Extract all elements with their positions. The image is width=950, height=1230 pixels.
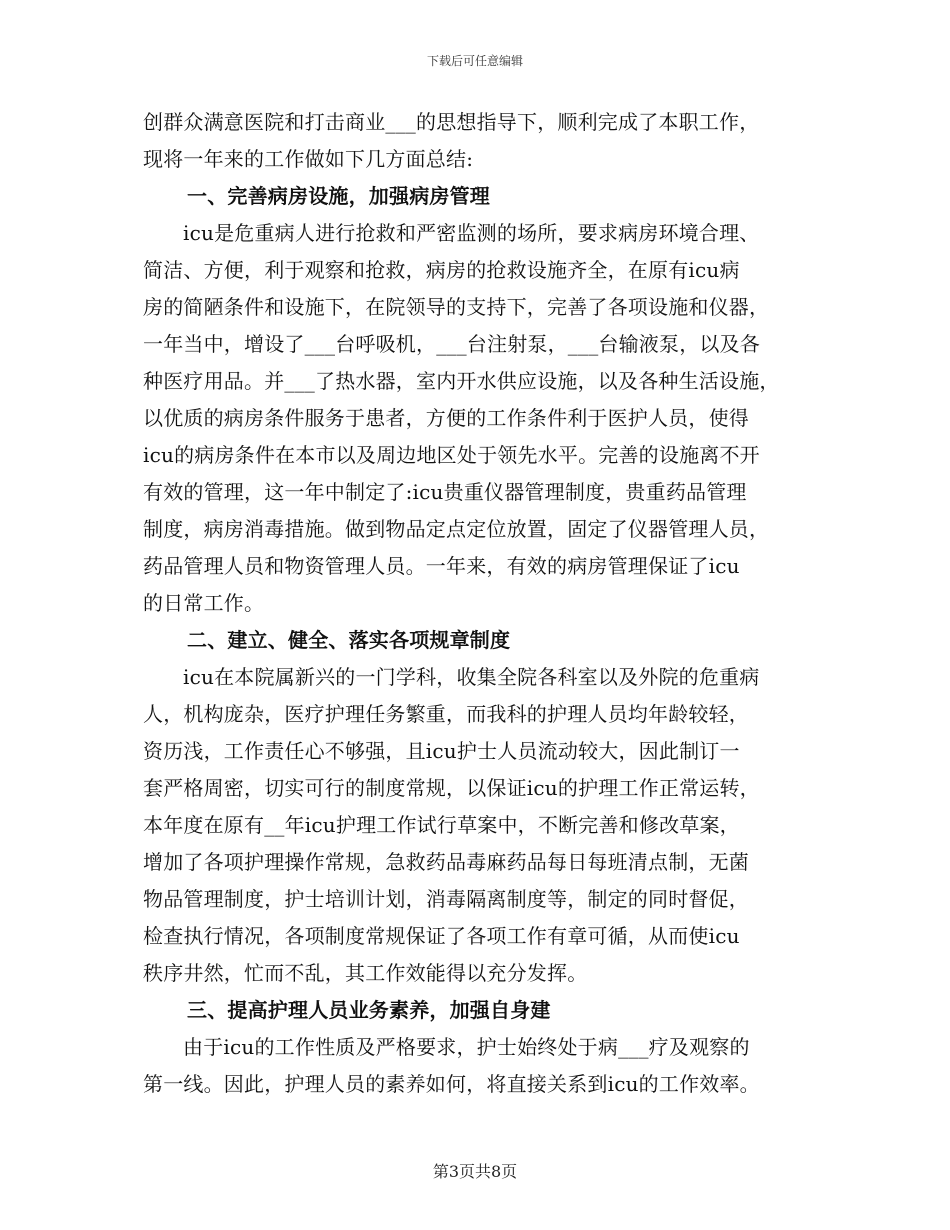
- body-line: icu的病房条件在本市以及周边地区处于领先水平。完善的设施离不开: [143, 443, 760, 467]
- body-line: 种医疗用品。并___了热水器，室内开水供应设施，以及各种生活设施，: [143, 369, 780, 393]
- body-line: 有效的管理，这一年中制定了:icu贵重仪器管理制度，贵重药品管理: [143, 480, 747, 504]
- page-number: 第3页共8页: [432, 1162, 518, 1181]
- document-body: [143, 104, 823, 1103]
- body-line: 的日常工作。: [143, 591, 265, 615]
- body-line: 房的简陋条件和设施下，在院领导的支持下，完善了各项设施和仪器，: [143, 295, 770, 319]
- body-line: 简洁、方便，利于观察和抢救，病房的抢救设施齐全，在原有icu病: [143, 258, 740, 282]
- body-line: 现将一年来的工作做如下几方面总结:: [143, 147, 474, 171]
- paragraph-first-line: icu在本院属新兴的一门学科，收集全院各科室以及外院的危重病: [183, 665, 760, 689]
- body-line: 制度，病房消毒措施。做到物品定点定位放置，固定了仪器管理人员，: [143, 517, 770, 541]
- body-line: 第一线。因此，护理人员的素养如何，将直接关系到icu的工作效率。: [143, 1072, 760, 1096]
- body-line: 创群众满意医院和打击商业___的思想指导下，顺利完成了本职工作，: [143, 110, 760, 134]
- body-line: 物品管理制度，护士培训计划，消毒隔离制度等，制定的同时督促，: [143, 887, 749, 911]
- body-line: 秩序井然，忙而不乱，其工作效能得以充分发挥。: [143, 961, 588, 985]
- body-line: 以优质的病房条件服务于患者，方便的工作条件利于医护人员，使得: [143, 406, 749, 430]
- section-heading: 二、建立、健全、落实各项规章制度: [187, 628, 511, 652]
- paragraph-first-line: 由于icu的工作性质及严格要求，护士始终处于病___疗及观察的: [183, 1035, 750, 1059]
- section-heading: 三、提高护理人员业务素养，加强自身建: [187, 998, 551, 1022]
- page-header: 下载后可任意编辑: [426, 54, 523, 68]
- body-line: 人，机构庞杂，医疗护理任务繁重，而我科的护理人员均年龄较轻，: [143, 702, 749, 726]
- body-line: 增加了各项护理操作常规，急救药品毒麻药品每日每班清点制，无菌: [143, 850, 749, 874]
- body-line: 套严格周密，切实可行的制度常规，以保证icu的护理工作正常运转，: [143, 776, 760, 800]
- body-line: 检查执行情况，各项制度常规保证了各项工作有章可循，从而使icu: [143, 924, 740, 948]
- body-line: 一年当中，增设了___台呼吸机，___台注射泵，___台输液泵，以及各: [143, 332, 760, 356]
- body-line: 本年度在原有__年icu护理工作试行草案中，不断完善和修改草案，: [143, 813, 740, 837]
- paragraph-first-line: icu是危重病人进行抢救和严密监测的场所，要求病房环境合理、: [183, 221, 760, 245]
- body-line: 药品管理人员和物资管理人员。一年来，有效的病房管理保证了icu: [143, 554, 740, 578]
- section-heading: 一、完善病房设施，加强病房管理: [187, 184, 490, 208]
- body-line: 资历浅，工作责任心不够强，且icu护士人员流动较大，因此制订一: [143, 739, 740, 763]
